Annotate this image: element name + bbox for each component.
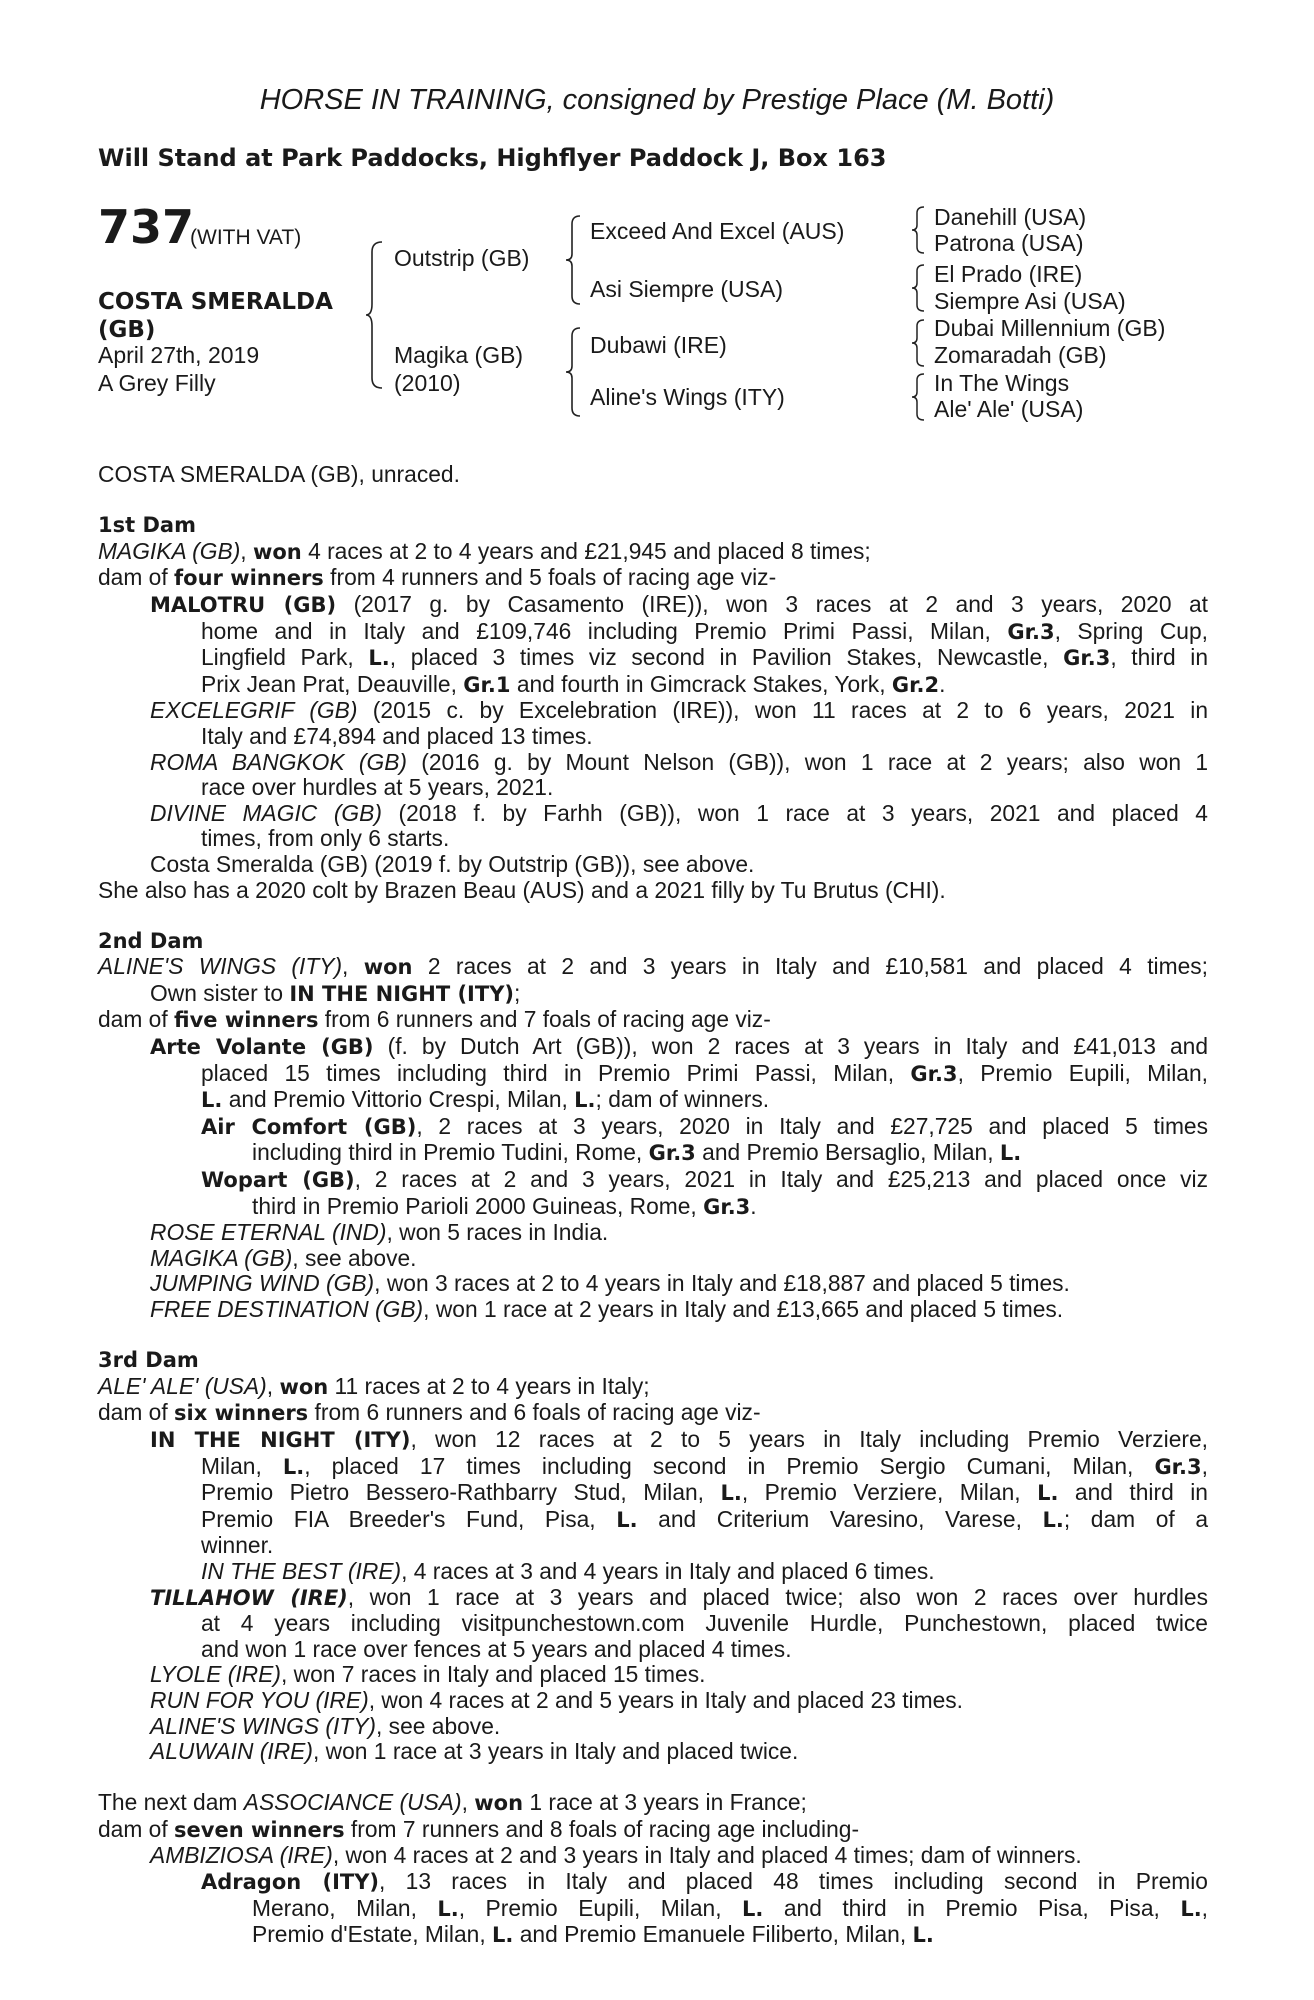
dam-of-line: dam of six winners from 6 runners and 6 foals of racing age viz- (98, 1399, 761, 1426)
pedigree-g3: Patrona (USA) (934, 230, 1084, 256)
vat-note: (WITH VAT) (190, 226, 302, 249)
progeny-line: RUN FOR YOU (IRE), won 4 races at 2 and 5 years in Italy and placed 23 times. (150, 1686, 964, 1713)
dam-of-line: dam of seven winners from 7 runners and 8 foals of racing age including- (98, 1815, 860, 1842)
consignor-heading: HORSE IN TRAINING, consigned by Prestige Place (M. Botti) (259, 84, 1055, 116)
dam-of-line: dam of five winners from 6 runners and 7 foals of racing age viz- (98, 1006, 771, 1033)
pedigree-brace-dam (564, 326, 582, 418)
progeny-line: JUMPING WIND (GB), won 3 races at 2 to 4 years in Italy and £18,887 and placed 5 times. (150, 1270, 1070, 1297)
pedigree-g3: In The Wings (934, 370, 1070, 396)
progeny-line: ALUWAIN (IRE), won 1 race at 3 years in Italy and placed twice. (150, 1738, 799, 1765)
progeny-line: Premio Pietro Bessero-Rathbarry Stud, Milan, L., Premio Verziere, Milan, L. and third in (201, 1479, 1208, 1506)
race-record (98, 462, 1208, 1949)
pedigree-g3: Zomaradah (GB) (934, 342, 1107, 368)
pedigree-brace-main (364, 240, 384, 390)
progeny-line: L. and Premio Vittorio Crespi, Milan, L.; dam of winners. (201, 1086, 770, 1113)
progeny-line: Merano, Milan, L., Premio Eupili, Milan, L. and third in Premio Pisa, Pisa, L., (252, 1894, 1209, 1921)
progeny-line: winner. (201, 1532, 274, 1559)
foals-note: She also has a 2020 colt by Brazen Beau (AUS) and a 2021 filly by Tu Brutus (CHI). (98, 876, 946, 903)
horse-name: COSTA SMERALDA (GB) (98, 289, 333, 343)
progeny-line: placed 15 times including third in Premio Primi Passi, Milan, Gr.3, Premio Eupili, Milan, (201, 1059, 1208, 1086)
pedigree-g3: Siempre Asi (USA) (934, 288, 1126, 314)
progeny-line: at 4 years including visitpunchestown.com Juvenile Hurdle, Punchestown, placed twice (201, 1610, 1208, 1637)
progeny-line: ALINE'S WINGS (ITY), see above. (150, 1712, 501, 1739)
progeny-line: Italy and £74,894 and placed 13 times. (201, 722, 593, 749)
sister-line: Own sister to IN THE NIGHT (ITY); (150, 979, 521, 1006)
pedigree-sire: Outstrip (GB) (394, 245, 530, 271)
progeny-line: AMBIZIOSA (IRE), won 4 races at 2 and 3 years in Italy and placed 4 times; dam of winners. (150, 1842, 1082, 1869)
pedigree-brace-sire (564, 214, 582, 306)
progeny-line: and won 1 race over fences at 5 years and placed 4 times. (201, 1635, 792, 1662)
progeny-line: Costa Smeralda (GB) (2019 f. by Outstrip (GB)), see above. (150, 850, 755, 877)
second-dam-heading: 2nd Dam (98, 928, 204, 953)
progeny-line: Wopart (GB), 2 races at 2 and 3 years, 2021 in Italy and £25,213 and placed once viz (201, 1166, 1208, 1193)
progeny-line: Air Comfort (GB), 2 races at 3 years, 2020 in Italy and £27,725 and placed 5 times (201, 1112, 1209, 1139)
pedigree-dam-year: (2010) (394, 370, 461, 396)
next-dam-line: The next dam ASSOCIANCE (USA), won 1 race at 3 years in France; (98, 1789, 807, 1816)
pedigree-g3: Ale' Ale' (USA) (934, 396, 1084, 422)
progeny-line: EXCELEGRIF (GB) (2015 c. by Excelebration (IRE)), won 11 races at 2 to 6 years, 2021 in (150, 697, 1208, 724)
lot-number: 737 (98, 200, 195, 254)
progeny-line: Milan, L., placed 17 times including second in Premio Sergio Cumani, Milan, Gr.3, (201, 1452, 1208, 1479)
progeny-line: third in Premio Parioli 2000 Guineas, Rome, Gr.3. (252, 1192, 757, 1219)
pedigree-brace-g3-2 (910, 263, 926, 313)
progeny-line: Premio FIA Breeder's Fund, Pisa, L. and Criterium Varesino, Varese, L.; dam of a (201, 1505, 1209, 1532)
progeny-line: DIVINE MAGIC (GB) (2018 f. by Farhh (GB)), won 1 race at 3 years, 2021 and placed 4 (150, 799, 1208, 826)
third-dam-heading: 3rd Dam (98, 1348, 199, 1373)
progeny-line: times, from only 6 starts. (201, 825, 450, 852)
pedigree-dam: Magika (GB) (394, 342, 524, 368)
progeny-line: ROSE ETERNAL (IND), won 5 races in India. (150, 1219, 609, 1246)
pedigree-brace-g3-3 (910, 318, 926, 368)
pedigree-dam-dam: Aline's Wings (ITY) (590, 384, 785, 410)
progeny-line: ROMA BANGKOK (GB) (2016 g. by Mount Nelson (GB)), won 1 race at 2 years; also won 1 (150, 748, 1208, 775)
race-summary: COSTA SMERALDA (GB), unraced. (98, 461, 460, 487)
stand-location: Will Stand at Park Paddocks, Highflyer Paddock J, Box 163 (98, 144, 887, 172)
progeny-line: TILLAHOW (IRE), won 1 race at 3 years and placed twice; also won 2 races over hurdles (150, 1583, 1208, 1610)
pedigree-dam-sire: Dubawi (IRE) (590, 332, 727, 358)
progeny-line: Arte Volante (GB) (f. by Dutch Art (GB)), won 2 races at 3 years in Italy and £41,013 and (150, 1033, 1208, 1060)
first-dam-heading: 1st Dam (98, 513, 196, 538)
pedigree-g3: Dubai Millennium (GB) (934, 315, 1166, 341)
progeny-line: LYOLE (IRE), won 7 races in Italy and placed 15 times. (150, 1661, 706, 1688)
foaling-date: April 27th, 2019 (98, 342, 260, 368)
pedigree-g3: Danehill (USA) (934, 204, 1087, 230)
progeny-line: Prix Jean Prat, Deauville, Gr.1 and fourth in Gimcrack Stakes, York, Gr.2. (201, 670, 946, 697)
progeny-line: Adragon (ITY), 13 races in Italy and placed 48 times including second in Premio (201, 1868, 1208, 1895)
progeny-line: IN THE NIGHT (ITY), won 12 races at 2 to 5 years in Italy including Premio Verziere, (150, 1425, 1208, 1452)
pedigree-sire-dam: Asi Siempre (USA) (590, 276, 783, 302)
progeny-line: including third in Premio Tudini, Rome, Gr.3 and Premio Bersaglio, Milan, L. (252, 1139, 1022, 1166)
progeny-line: race over hurdles at 5 years, 2021. (201, 774, 554, 801)
progeny-line: Lingfield Park, L., placed 3 times viz second in Pavilion Stakes, Newcastle, Gr.3, third in (201, 644, 1209, 671)
pedigree-sire-sire: Exceed And Excel (AUS) (590, 218, 845, 244)
progeny-line: IN THE BEST (IRE), 4 races at 3 and 4 years in Italy and placed 6 times. (201, 1557, 935, 1584)
pedigree-brace-g3-1 (910, 205, 926, 255)
progeny-line: FREE DESTINATION (GB), won 1 race at 2 years in Italy and £13,665 and placed 5 times. (150, 1296, 1064, 1322)
pedigree-g3: El Prado (IRE) (934, 261, 1083, 287)
pedigree-brace-g3-4 (910, 372, 926, 422)
progeny-line: home and in Italy and £109,746 including Premio Primi Passi, Milan, Gr.3, Spring Cup, (201, 617, 1208, 644)
dam-of-line: dam of four winners from 4 runners and 5 foals of racing age viz- (98, 564, 777, 591)
dam-line: ALINE'S WINGS (ITY), won 2 races at 2 and 3 years in Italy and £10,581 and placed 4 times; (98, 953, 1209, 980)
progeny-line: MALOTRU (GB) (2017 g. by Casamento (IRE)), won 3 races at 2 and 3 years, 2020 at (150, 590, 1208, 617)
progeny-line: MAGIKA (GB), see above. (150, 1244, 417, 1271)
dam-line: ALE' ALE' (USA), won 11 races at 2 to 4 years in Italy; (98, 1372, 650, 1399)
horse-description: A Grey Filly (98, 370, 216, 396)
progeny-line: Premio d'Estate, Milan, L. and Premio Emanuele Filiberto, Milan, L. (252, 1921, 934, 1948)
dam-line: MAGIKA (GB), won 4 races at 2 to 4 years and £21,945 and placed 8 times; (98, 537, 871, 564)
